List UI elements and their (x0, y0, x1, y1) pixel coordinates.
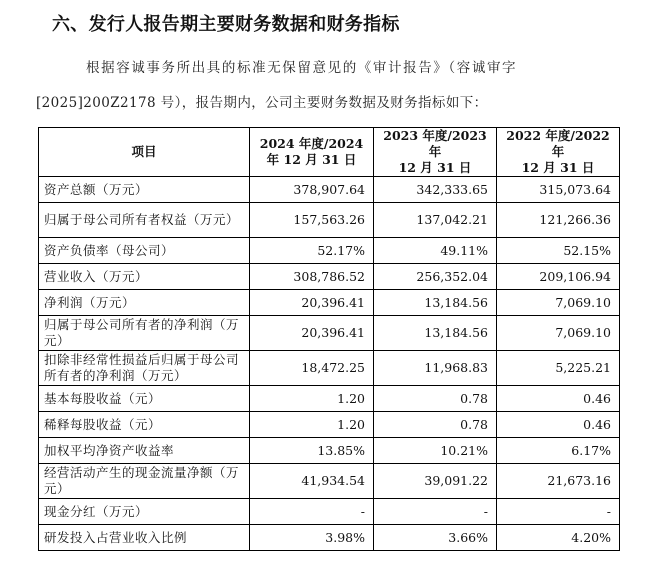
value-2023: 137,042.21 (374, 203, 497, 238)
table-row (39, 525, 620, 551)
row-label: 资产负债率（母公司） (39, 238, 250, 264)
value-2023: 11,968.83 (374, 351, 497, 386)
header-2023-line1: 2023 年度/2023 年 (383, 128, 487, 159)
value-2023: 256,352.04 (374, 264, 497, 290)
table-row (39, 412, 620, 438)
table-row (39, 386, 620, 412)
value-2022: 6.17% (497, 438, 620, 464)
value-2024: 20,396.41 (250, 316, 374, 351)
value-2023: 10.21% (374, 438, 497, 464)
value-2022: 5,225.21 (497, 351, 620, 386)
value-2024: 1.20 (250, 412, 374, 438)
table-row (39, 438, 620, 464)
header-2024-line1: 2024 年度/2024 (259, 136, 364, 151)
row-label: 归属于母公司所有者权益（万元） (39, 203, 250, 238)
value-2022: 121,266.36 (497, 203, 620, 238)
value-2024: - (250, 499, 374, 525)
value-2022: 21,673.16 (497, 464, 620, 499)
row-label: 资产总额（万元） (39, 177, 250, 203)
value-2023: 3.66% (374, 525, 497, 551)
header-2022 (497, 128, 620, 177)
row-label: 营业收入（万元） (39, 264, 250, 290)
table-row (39, 464, 620, 499)
intro-line-1: 根据容诚事务所出具的标准无保留意见的《审计报告》（容诚审字 (86, 60, 518, 76)
financial-data-table (38, 127, 620, 551)
table-row (39, 316, 620, 351)
value-2023: 49.11% (374, 238, 497, 264)
value-2022: 7,069.10 (497, 316, 620, 351)
value-2024: 1.20 (250, 386, 374, 412)
row-label: 稀释每股收益（元） (39, 412, 250, 438)
value-2023: 13,184.56 (374, 290, 497, 316)
table-row (39, 238, 620, 264)
header-2023-line2: 12 月 31 日 (398, 160, 472, 175)
table-row (39, 499, 620, 525)
header-item: 项目 (39, 128, 250, 177)
table-header-row (39, 128, 620, 177)
section-heading: 六、发行人报告期主要财务数据和财务指标 (52, 14, 400, 35)
header-2024-line2: 年 12 月 31 日 (266, 152, 357, 167)
row-label: 研发投入占营业收入比例 (39, 525, 250, 551)
row-label: 归属于母公司所有者的净利润（万元） (39, 316, 250, 351)
value-2022: 315,073.64 (497, 177, 620, 203)
value-2023: 342,333.65 (374, 177, 497, 203)
value-2023: - (374, 499, 497, 525)
value-2024: 41,934.54 (250, 464, 374, 499)
value-2023: 0.78 (374, 386, 497, 412)
row-label: 净利润（万元） (39, 290, 250, 316)
value-2022: 209,106.94 (497, 264, 620, 290)
row-label: 现金分红（万元） (39, 499, 250, 525)
header-2023 (374, 128, 497, 177)
value-2022: 0.46 (497, 412, 620, 438)
value-2024: 18,472.25 (250, 351, 374, 386)
value-2024: 378,907.64 (250, 177, 374, 203)
value-2022: 4.20% (497, 525, 620, 551)
row-label: 基本每股收益（元） (39, 386, 250, 412)
table-row (39, 264, 620, 290)
intro-line-2: [2025]200Z2178 号），报告期内，公司主要财务数据及财务指标如下： (36, 95, 488, 111)
table-row (39, 177, 620, 203)
value-2022: 0.46 (497, 386, 620, 412)
table-row (39, 203, 620, 238)
value-2024: 13.85% (250, 438, 374, 464)
value-2022: 52.15% (497, 238, 620, 264)
value-2024: 20,396.41 (250, 290, 374, 316)
header-2024 (250, 128, 374, 177)
value-2022: 7,069.10 (497, 290, 620, 316)
row-label: 加权平均净资产收益率 (39, 438, 250, 464)
value-2024: 3.98% (250, 525, 374, 551)
value-2023: 13,184.56 (374, 316, 497, 351)
value-2024: 52.17% (250, 238, 374, 264)
value-2024: 157,563.26 (250, 203, 374, 238)
row-label: 扣除非经常性损益后归属于母公司所有者的净利润（万元） (39, 351, 250, 386)
header-2022-line1: 2022 年度/2022 年 (506, 128, 610, 159)
value-2022: - (497, 499, 620, 525)
value-2024: 308,786.52 (250, 264, 374, 290)
table-row (39, 351, 620, 386)
value-2023: 0.78 (374, 412, 497, 438)
table-row (39, 290, 620, 316)
header-2022-line2: 12 月 31 日 (521, 160, 595, 175)
row-label: 经营活动产生的现金流量净额（万元） (39, 464, 250, 499)
value-2023: 39,091.22 (374, 464, 497, 499)
